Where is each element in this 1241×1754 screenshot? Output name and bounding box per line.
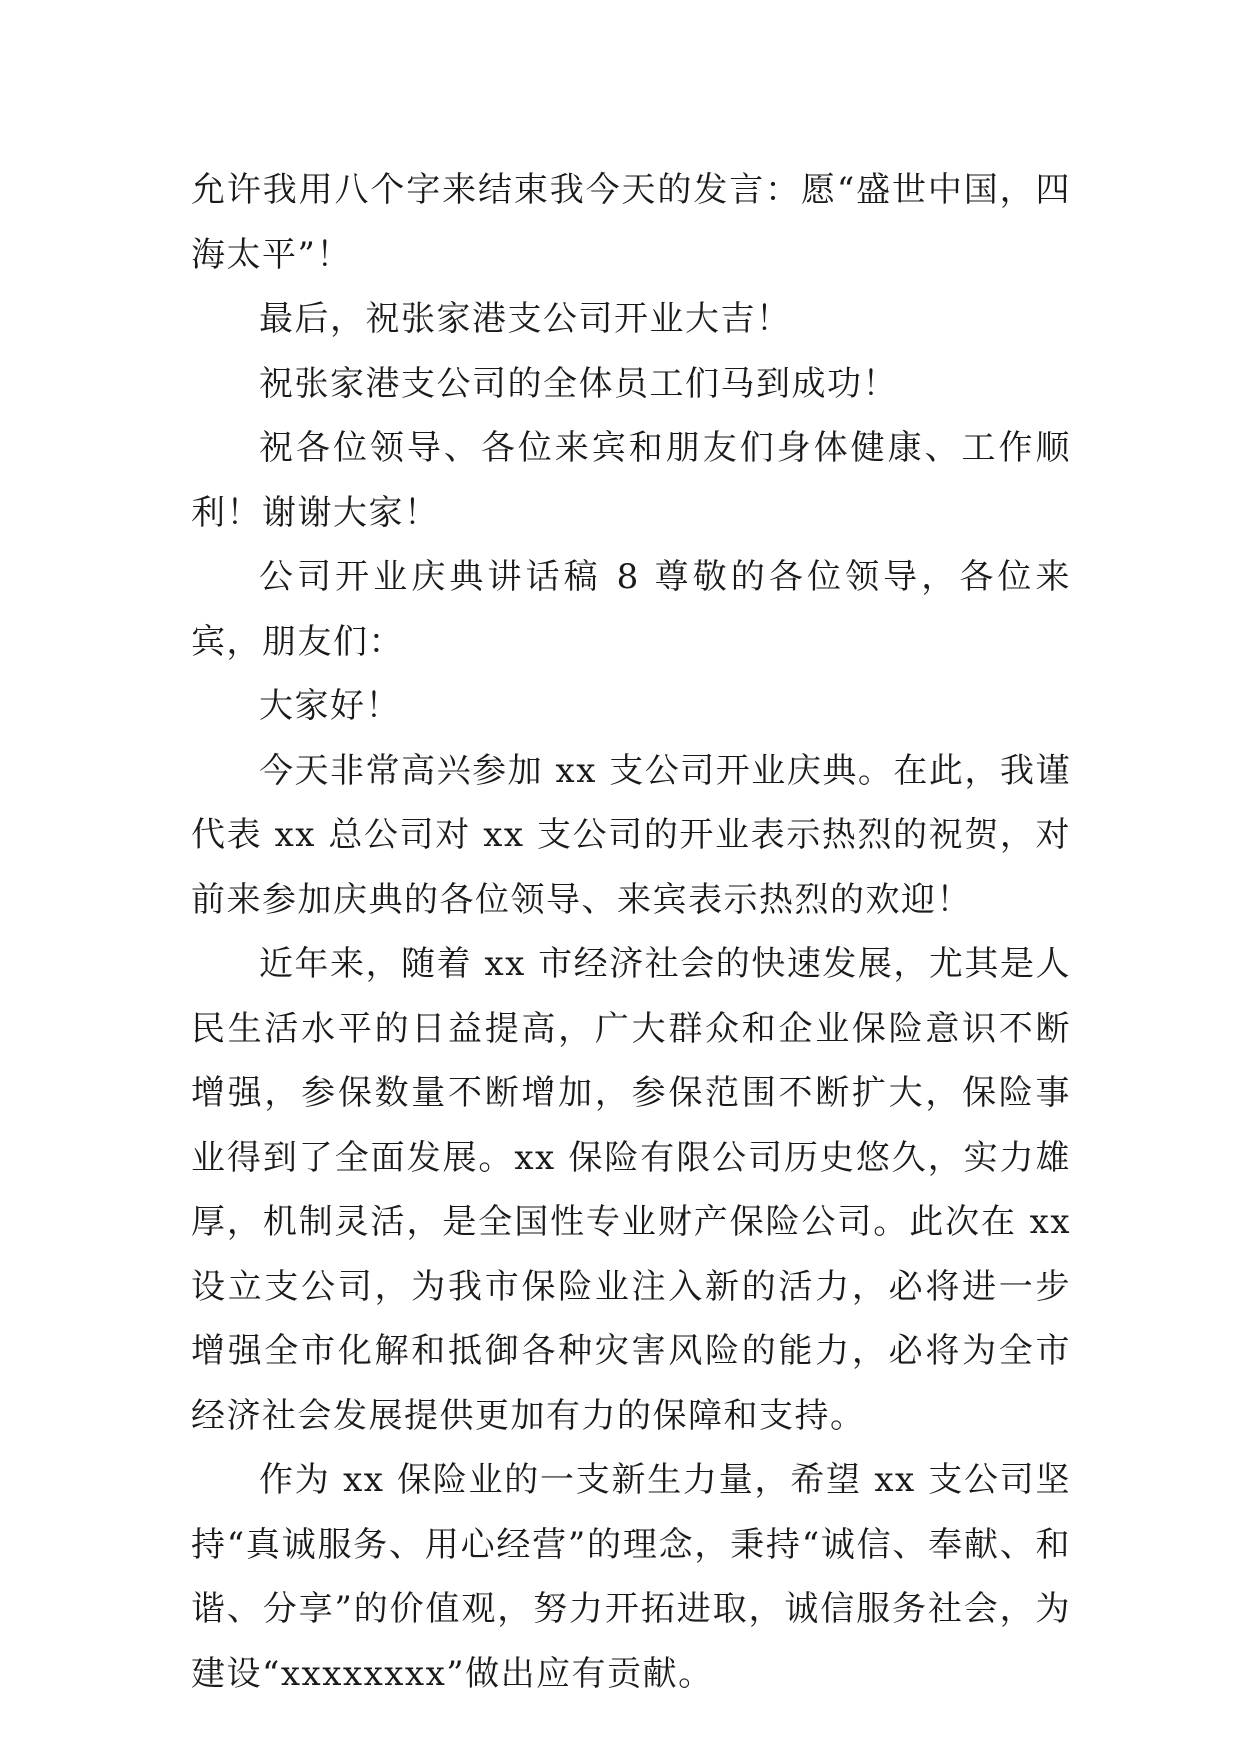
paragraph-closing-remark: 允许我用八个字来结束我今天的发言：愿“盛世中国，四海太平”！: [191, 170, 1071, 275]
paragraph-guests-wish: 祝各位领导、各位来宾和朋友们身体健康、工作顺利！谢谢大家！: [191, 428, 1071, 533]
paragraph-expectations: 作为 xx 保险业的一支新生力量，希望 xx 支公司坚持“真诚服务、用心经营”的理念，秉持“诚信、奉献、和谐、分享”的价值观，努力开拓进取，诚信服务社会，为建设“xxxxxxxx”做出应有贡献。: [191, 1460, 1071, 1694]
paragraph-background: 近年来，随着 xx 市经济社会的快速发展，尤其是人民生活水平的日益提高，广大群众和企业保险意识不断增强，参保数量不断增加，参保范围不断扩大，保险事业得到了全面发展。xx 保险有限公司历史悠久，实力雄厚，机制灵活，是全国性专业财产保险公司。此次在 xx 设立支公司，为我市保险业注入新的活力，必将进一步增强全市化解和抵御各种灾害风险的能力，必将为全市经济社会发展提供更加有力的保障和支持。: [191, 944, 1071, 1436]
paragraph-speech-title-greeting: 公司开业庆典讲话稿 8 尊敬的各位领导，各位来宾，朋友们：: [191, 557, 1071, 662]
paragraph-staff-wish: 祝张家港支公司的全体员工们马到成功！: [259, 363, 898, 404]
document-body: [191, 158, 1071, 1706]
paragraph-congratulations: 今天非常高兴参加 xx 支公司开业庆典。在此，我谨代表 xx 总公司对 xx 支公司的开业表示热烈的祝贺，对前来参加庆典的各位领导、来宾表示热烈的欢迎！: [191, 750, 1071, 920]
paragraph-hello: 大家好！: [259, 686, 401, 726]
paragraph-opening-wish: 最后，祝张家港支公司开业大吉！: [259, 299, 792, 339]
